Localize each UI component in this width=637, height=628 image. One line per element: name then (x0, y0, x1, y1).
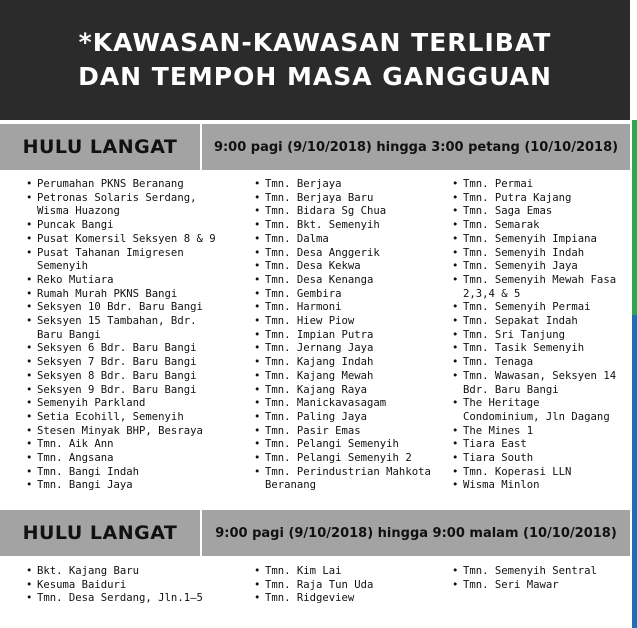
accent-bar-blue (632, 315, 637, 628)
list-item: • Tmn. Sri Tanjung (452, 329, 620, 343)
title-line-1: *KAWASAN-KAWASAN TERLIBAT (78, 28, 552, 57)
list-item: • Tmn. Seri Mawar (452, 579, 620, 593)
list-item: • Tmn. Semenyih Impiana (452, 233, 620, 247)
list-item: • Tmn. Semenyih Mewah Fasa 2,3,4 & 5 (452, 274, 620, 301)
list-item: • Tmn. Sepakat Indah (452, 315, 620, 329)
list-item: • Tmn. Paling Jaya (254, 411, 434, 425)
list-item: • Puncak Bangi (26, 219, 224, 233)
list-item: • Tmn. Kim Lai (254, 565, 434, 579)
list-item: • Tmn. Putra Kajang (452, 192, 620, 206)
list-item: • Seksyen 9 Bdr. Baru Bangi (26, 384, 224, 398)
list-item: • Semenyih Parkland (26, 397, 224, 411)
list-item: • Tmn. Bkt. Semenyih (254, 219, 434, 233)
list-item: • Tmn. Wawasan, Seksyen 14 Bdr. Baru Bangi (452, 370, 620, 397)
list-item: • Tmn. Bangi Indah (26, 466, 224, 480)
list-item: • Setia Ecohill, Semenyih (26, 411, 224, 425)
list-item: • Tmn. Dalma (254, 233, 434, 247)
list-item: • Tmn. Impian Putra (254, 329, 434, 343)
list-item: • Tmn. Ridgeview (254, 592, 434, 606)
list-item: • Seksyen 15 Tambahan, Bdr. Baru Bangi (26, 315, 224, 342)
list-item: • Petronas Solaris Serdang, Wisma Huazong (26, 192, 224, 219)
list-item: • The Mines 1 (452, 425, 620, 439)
list-item: • Tiara South (452, 452, 620, 466)
list-item: • Tmn. Bangi Jaya (26, 479, 224, 493)
list-item: • Tmn. Aik Ann (26, 438, 224, 452)
page-header (0, 0, 630, 120)
section-1-band (0, 124, 630, 170)
list-item: • Tmn. Perindustrian Mahkota Beranang (254, 466, 434, 493)
list-item: • Tmn. Desa Serdang, Jln.1–5 (26, 592, 224, 606)
list-item: • Pusat Tahanan Imigresen Semenyih (26, 247, 224, 274)
section-2-column-1 (26, 565, 224, 606)
list-item: • Tmn. Pelangi Semenyih 2 (254, 452, 434, 466)
list-item: • Bkt. Kajang Baru (26, 565, 224, 579)
list-item: • Tmn. Angsana (26, 452, 224, 466)
list-item: • Tmn. Permai (452, 178, 620, 192)
section-2-column-2 (254, 565, 434, 606)
title-line-2: DAN TEMPOH MASA GANGGUAN (78, 62, 552, 91)
list-item: • Stesen Minyak BHP, Besraya (26, 425, 224, 439)
section-2-column-3 (452, 565, 620, 592)
section-2-period: 9:00 pagi (9/10/2018) hingga 9:00 malam (10/10/2018) (215, 525, 617, 541)
section-1-column-2 (254, 178, 438, 493)
list-item: • Tmn. Berjaya (254, 178, 434, 192)
list-item: • Tmn. Harmoni (254, 301, 434, 315)
list-item: • Tmn. Pasir Emas (254, 425, 434, 439)
list-item: • Tmn. Koperasi LLN (452, 466, 620, 480)
list-item: • Tmn. Desa Anggerik (254, 247, 434, 261)
list-item: • Pusat Komersil Seksyen 8 & 9 (26, 233, 224, 247)
section-1-column-1 (26, 178, 224, 493)
list-item: • Tiara East (452, 438, 620, 452)
list-item: • Tmn. Semenyih Permai (452, 301, 620, 315)
section-1-period: 9:00 pagi (9/10/2018) hingga 3:00 petang (10/10/2018) (213, 139, 619, 155)
list-item: • Tmn. Tenaga (452, 356, 620, 370)
list-item: • Tmn. Jernang Jaya (254, 342, 434, 356)
list-item: • Tmn. Semarak (452, 219, 620, 233)
list-item: • Tmn. Kajang Indah (254, 356, 434, 370)
list-item: • Rumah Murah PKNS Bangi (26, 288, 224, 302)
section-1-column-3 (452, 178, 623, 493)
list-item: • Tmn. Semenyih Indah (452, 247, 620, 261)
list-item: • Tmn. Hiew Piow (254, 315, 434, 329)
list-item: • Tmn. Kajang Raya (254, 384, 434, 398)
list-item: • Seksyen 8 Bdr. Baru Bangi (26, 370, 224, 384)
list-item: • Kesuma Baiduri (26, 579, 224, 593)
list-item: • Tmn. Desa Kekwa (254, 260, 434, 274)
list-item: • Tmn. Berjaya Baru (254, 192, 434, 206)
list-item: • The Heritage Condominium, Jln Dagang (452, 397, 620, 424)
list-item: • Tmn. Raja Tun Uda (254, 579, 434, 593)
list-item: • Tmn. Semenyih Sentral (452, 565, 620, 579)
section-2-band (0, 510, 630, 556)
list-item: • Tmn. Tasik Semenyih (452, 342, 620, 356)
list-item: • Tmn. Saga Emas (452, 205, 620, 219)
list-item: • Perumahan PKNS Beranang (26, 178, 224, 192)
list-item: • Tmn. Desa Kenanga (254, 274, 434, 288)
list-item: • Tmn. Semenyih Jaya (452, 260, 620, 274)
section-2-region: HULU LANGAT (0, 510, 202, 556)
list-item: • Tmn. Pelangi Semenyih (254, 438, 434, 452)
list-item: • Tmn. Bidara Sg Chua (254, 205, 434, 219)
accent-bar-green (632, 120, 637, 315)
section-1-region: HULU LANGAT (0, 124, 202, 170)
list-item: • Tmn. Gembira (254, 288, 434, 302)
list-item: • Wisma Minlon (452, 479, 620, 493)
list-item: • Seksyen 7 Bdr. Baru Bangi (26, 356, 224, 370)
list-item: • Reko Mutiara (26, 274, 224, 288)
list-item: • Seksyen 6 Bdr. Baru Bangi (26, 342, 224, 356)
list-item: • Seksyen 10 Bdr. Baru Bangi (26, 301, 224, 315)
list-item: • Tmn. Kajang Mewah (254, 370, 434, 384)
list-item: • Tmn. Manickavasagam (254, 397, 434, 411)
